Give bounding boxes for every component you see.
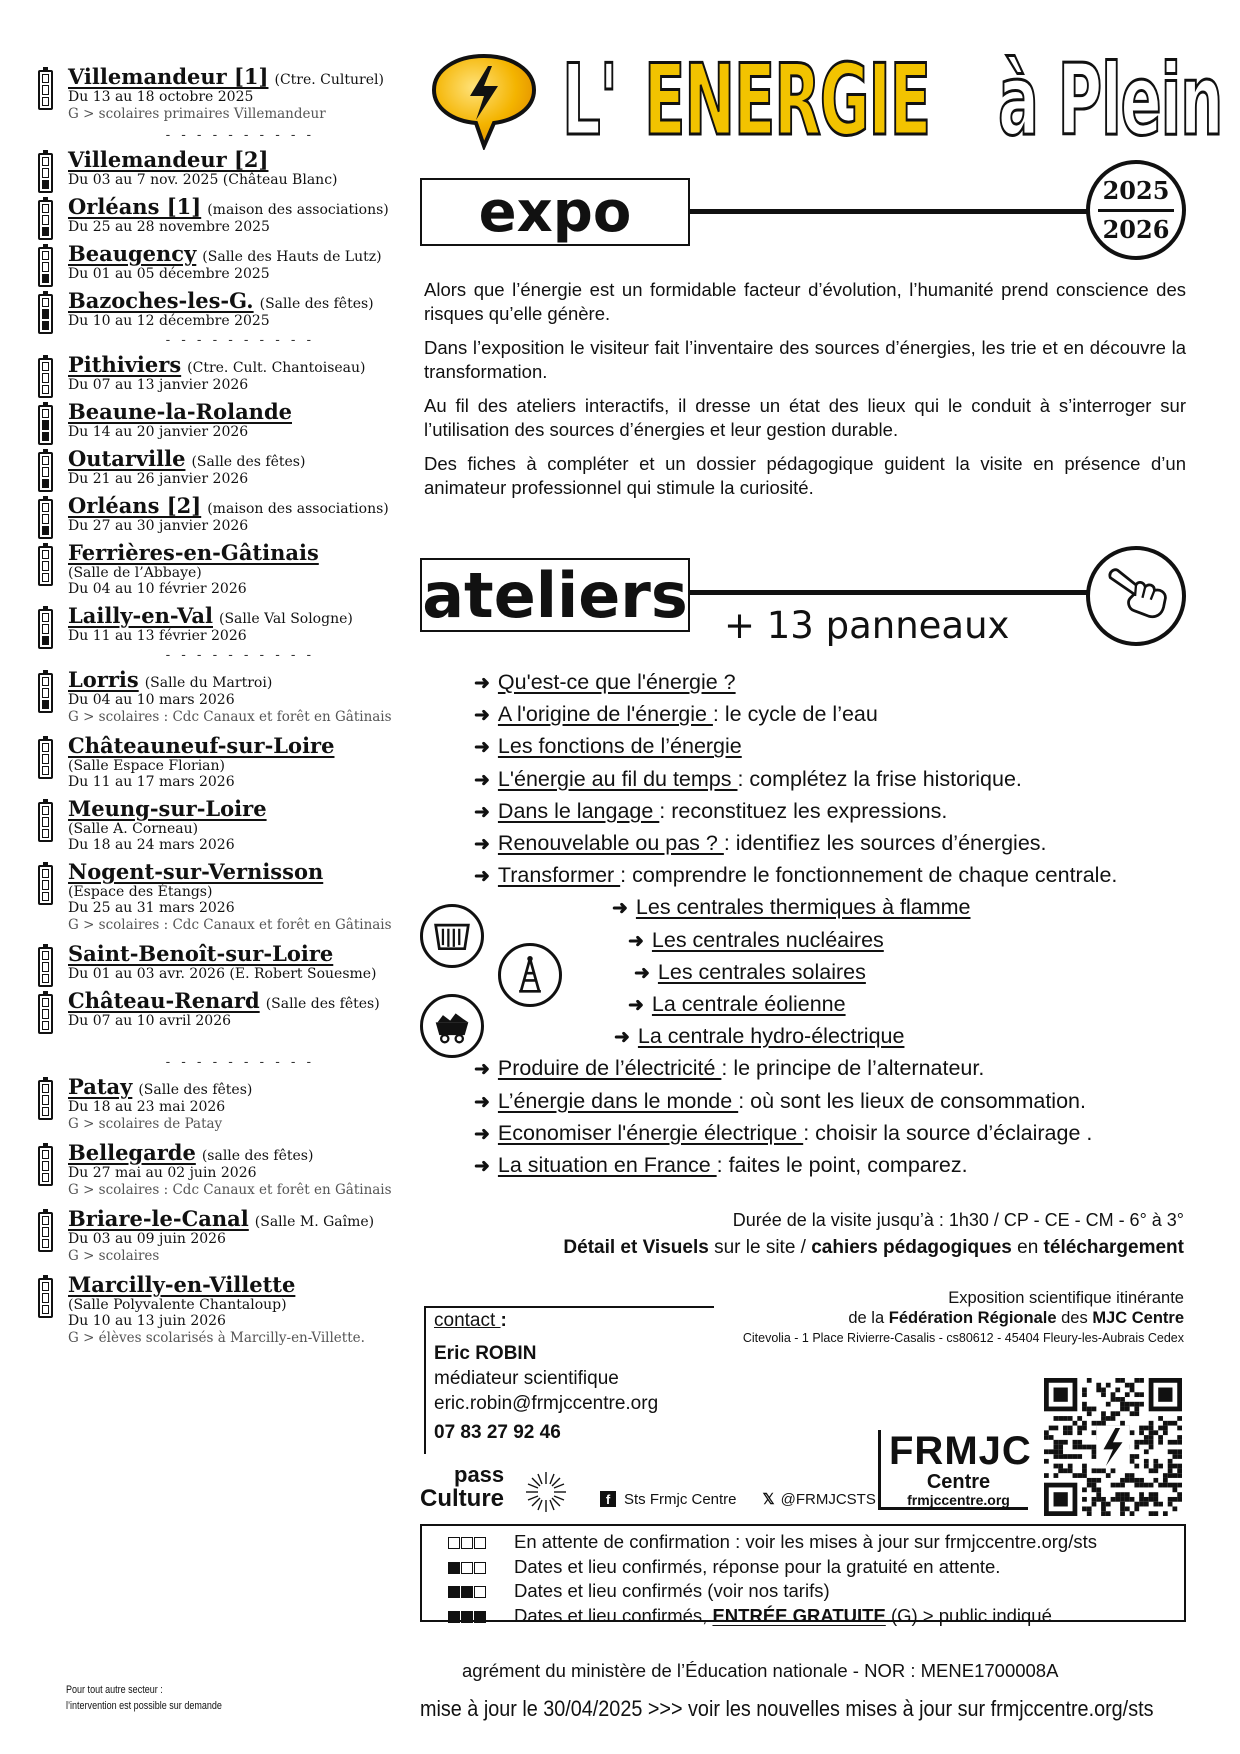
school-note: G > scolaires [68, 1248, 160, 1264]
workshop-item [474, 767, 1022, 792]
frmjc-logo: FRMJC Centre frmjccentre.org [878, 1430, 1028, 1510]
free-entry-label: ENTRÉE GRATUITE [712, 1604, 886, 1626]
battery-status-icon [38, 1080, 53, 1120]
schedule-stop [36, 941, 396, 982]
battery-status-icon [38, 247, 53, 287]
venue: (maison des associations) [207, 501, 389, 517]
lightning-bubble-icon [428, 50, 540, 150]
workshop-item [634, 960, 866, 985]
x-icon: 𝕏 [762, 1491, 775, 1508]
status-legend [420, 1524, 1186, 1626]
battery-status-icon [448, 1579, 514, 1604]
dates: Du 10 au 13 juin 2026 [68, 1313, 226, 1329]
arrow-right-icon: ➜ [474, 1091, 490, 1113]
dates: Du 13 au 18 octobre 2025 [68, 89, 254, 105]
arrow-right-icon: ➜ [628, 995, 644, 1016]
arrow-right-icon: ➜ [474, 1123, 490, 1145]
workshop-title: La centrale éolienne [651, 992, 846, 1016]
intro-text [424, 278, 1186, 510]
schedule-stop [36, 64, 396, 124]
schedule-stop [36, 603, 396, 644]
workshop-item [628, 928, 884, 953]
organizer-address: Citevolia - 1 Place Rivierre-Casalis - cs80612 - 45404 Fleury-les-Aubrais Cedex [742, 1331, 1184, 1345]
dates: Du 21 au 26 janvier 2026 [68, 471, 249, 487]
ateliers-heading: ateliers [420, 558, 690, 632]
year-badge [1086, 160, 1186, 260]
arrow-right-icon: ➜ [634, 962, 650, 984]
workshop-item [474, 1056, 984, 1081]
legend-row [448, 1579, 1158, 1604]
battery-status-icon [38, 546, 53, 586]
town-name: Villemandeur [2] [68, 147, 269, 172]
organizer-block: Exposition scientifique itinérante de la Fédération Régionale des MJC Centre Citevolia - 1 Place Rivierre-Casalis - cs80612 - 45404 Fleury-les-Aubrais Cedex [743, 1288, 1184, 1348]
workshop-title: A l'origine de l'énergie [497, 702, 713, 727]
workshop-item [474, 1153, 968, 1178]
workshop-item [474, 1121, 1092, 1146]
schedule-stop [36, 733, 396, 790]
dates: Du 11 au 17 mars 2026 [68, 774, 235, 790]
venue: (Salle Val Sologne) [219, 611, 353, 627]
dates: Du 27 mai au 02 juin 2026 [68, 1165, 257, 1181]
facebook-link[interactable]: f Sts Frmjc Centre [600, 1491, 737, 1508]
workshop-item [474, 734, 742, 759]
dates: Du 07 au 10 avril 2026 [68, 1013, 232, 1029]
battery-status-icon [38, 358, 53, 398]
arrow-right-icon: ➜ [474, 801, 490, 823]
legend-row [448, 1530, 1158, 1555]
dates: Du 25 au 31 mars 2026 [68, 900, 235, 916]
arrow-right-icon: ➜ [474, 866, 490, 888]
workshop-desc: : le principe de l’alternateur. [721, 1056, 985, 1081]
dates: Du 25 au 28 novembre 2025 [68, 219, 270, 235]
venue: (Salle des fêtes) [191, 454, 306, 470]
intro-paragraph: Alors que l’énergie est un formidable facteur d’évolution, l’humanité prend conscience des risques qu’elle génère. [424, 279, 1186, 324]
dates: Du 01 au 03 avr. 2026 (E. Robert Souesme) [68, 966, 377, 982]
workshop-title: Transformer [497, 863, 621, 888]
battery-status-icon [38, 739, 53, 779]
workshop-title: Les centrales solaires [657, 959, 866, 984]
school-note: G > scolaires : Cdc Canaux et forêt en Gâtinais [68, 709, 392, 725]
contact-role: médiateur scientifique [434, 1368, 619, 1389]
venue: (Salle du Martroi) [144, 675, 273, 691]
workshop-item [628, 992, 846, 1017]
separator: - - - - - - - - - - [164, 333, 313, 348]
schedule-stop [36, 1272, 396, 1348]
workshop-desc: : le cycle de l’eau [712, 702, 878, 727]
dates: Du 10 au 12 décembre 2025 [68, 313, 270, 329]
venue: (salle des fêtes) [201, 1148, 314, 1164]
venue: (Salle Polyvalente Chantaloup) [68, 1297, 287, 1313]
workshop-item [474, 863, 1117, 888]
schedule-stop [36, 147, 396, 188]
schedule-stop [36, 1074, 396, 1134]
schedule-stop [36, 1206, 396, 1266]
battery-status-icon [38, 673, 53, 713]
workshop-item [474, 1089, 1086, 1114]
venue: (Salle M. Gaîme) [254, 1214, 375, 1230]
battery-status-icon [38, 452, 53, 492]
workshop-title: Renouvelable ou pas ? [497, 831, 724, 855]
town-name: Nogent-sur-Vernisson [68, 859, 324, 884]
venue: (Salle A. Corneau) [68, 821, 199, 837]
school-note: G > scolaires de Patay [68, 1116, 223, 1132]
schedule-stop [36, 667, 396, 727]
workshop-title: Les centrales nucléaires [651, 927, 884, 952]
schedule-list [36, 64, 396, 1354]
town-name: Beaugency [68, 241, 197, 266]
arrow-right-icon: ➜ [612, 898, 628, 920]
workshop-desc: : comprendre le fonctionnement de chaque centrale. [620, 863, 1118, 888]
arrow-right-icon: ➜ [474, 1156, 490, 1177]
town-name: Patay [68, 1074, 133, 1099]
social-links [600, 1490, 876, 1508]
workshop-title: La situation en France [497, 1153, 717, 1177]
workshop-desc: : identifiez les sources d’énergies. [723, 831, 1047, 855]
battery-status-icon [38, 153, 53, 193]
battery-status-icon [38, 200, 53, 240]
workshop-title: Economiser l'énergie électrique [497, 1120, 804, 1145]
workshop-title: Qu'est-ce que l'énergie ? [497, 670, 736, 694]
contact-email[interactable]: eric.robin@frmjccentre.org [434, 1393, 659, 1414]
battery-status-icon [38, 1212, 53, 1252]
title-energie: ENERGIE [644, 44, 931, 158]
visit-duration: Durée de la visite jusqu’à : 1h30 / CP - CE - CM - 6° à 3° [732, 1210, 1184, 1230]
workshop-desc: : complétez la frise historique. [737, 766, 1022, 791]
legend-text: Dates et lieu confirmés, réponse pour la gratuité en attente. [514, 1555, 1001, 1577]
year-divider [1098, 209, 1174, 212]
arrow-right-icon: ➜ [474, 705, 490, 727]
workshop-title: L’énergie dans le monde [497, 1088, 739, 1113]
town-name: Châteauneuf-sur-Loire [68, 733, 335, 758]
venue: (Ctre. Culturel) [274, 72, 384, 88]
schedule-stop [36, 796, 396, 853]
town-name: Bazoches-les-G. [68, 288, 254, 313]
dates: Du 18 au 24 mars 2026 [68, 837, 235, 853]
dates: Du 01 au 05 décembre 2025 [68, 266, 270, 282]
title-prefix: L' [562, 44, 617, 158]
workshop-item [474, 702, 878, 727]
workshop-desc: : faites le point, comparez. [716, 1153, 968, 1177]
year-start: 2025 [1102, 175, 1170, 205]
schedule-stop [36, 859, 396, 935]
venue: (Salle Espace Florian) [68, 758, 225, 774]
venue: (Salle des fêtes) [259, 296, 374, 312]
legend-text: Dates et lieu confirmés (voir nos tarifs) [514, 1580, 830, 1601]
separator: - - - - - - - - - - [164, 648, 313, 663]
workshop-desc: : où sont les lieux de consommation. [738, 1088, 1086, 1113]
battery-status-icon [38, 865, 53, 905]
dates: Du 07 au 13 janvier 2026 [68, 377, 249, 393]
other-sector-note: Pour tout autre secteur : l’intervention est possible sur demande [66, 1684, 222, 1712]
expo-heading: expo [420, 178, 690, 246]
town-name: Lailly-en-Val [68, 603, 213, 628]
x-link[interactable]: 𝕏 @FRMJCSTS [762, 1491, 876, 1508]
schedule-stop [36, 241, 396, 282]
dates: Du 11 au 13 février 2026 [68, 628, 247, 644]
intro-paragraph: Des fiches à compléter et un dossier pédagogique guident la visite en présence d’un animateur professionnel qui stimule la curiosité. [424, 453, 1186, 498]
separator: - - - - - - - - - - [164, 1055, 313, 1070]
town-name: Beaune-la-Rolande [68, 399, 292, 424]
workshop-title: Dans le langage [497, 798, 660, 823]
contact-name: Eric ROBIN [434, 1343, 537, 1364]
battery-status-icon [38, 994, 53, 1034]
town-name: Orléans [2] [68, 493, 202, 518]
schedule-stop [36, 288, 396, 329]
workshop-desc: : choisir la source d’éclairage . [803, 1120, 1093, 1145]
arrow-right-icon: ➜ [474, 1059, 490, 1081]
schedule-stop [36, 446, 396, 487]
battery-status-icon [38, 802, 53, 842]
town-name: Orléans [1] [68, 194, 202, 219]
workshop-title: La centrale hydro-électrique [637, 1024, 905, 1049]
battery-status-icon [38, 405, 53, 445]
school-note: G > élèves scolarisés à Marcilly-en-Villette. [68, 1330, 365, 1346]
school-note: G > scolaires primaires Villemandeur [68, 106, 326, 122]
update-note: mise à jour le 30/04/2025 >>> voir les nouvelles mises à jour sur frmjccentre.org/sts [420, 1696, 1154, 1721]
venue: (Salle des fêtes) [265, 996, 380, 1012]
battery-status-icon [38, 294, 53, 334]
workshop-title: Les centrales thermiques à flamme [635, 895, 971, 920]
arrow-right-icon: ➜ [628, 930, 644, 952]
schedule-stop [36, 493, 396, 534]
schedule-stop [36, 988, 396, 1029]
page-title [562, 40, 1222, 158]
facebook-icon: f [600, 1491, 616, 1507]
pointing-hand-icon [1086, 546, 1186, 646]
ministry-approval: agrément du ministère de l’Éducation nationale - NOR : MENE1700008A [462, 1660, 1059, 1681]
arrow-right-icon: ➜ [614, 1027, 630, 1049]
dates: Du 04 au 10 mars 2026 [68, 692, 235, 708]
town-name: Château-Renard [68, 988, 260, 1013]
schedule-stop [36, 399, 396, 440]
venue: (maison des associations) [207, 202, 389, 218]
town-name: Briare-le-Canal [68, 1206, 249, 1231]
town-name: Saint-Benoît-sur-Loire [68, 941, 334, 966]
panneaux-label: + 13 panneaux [724, 604, 1010, 647]
battery-status-icon [448, 1555, 514, 1580]
battery-status-icon [38, 70, 53, 110]
battery-status-icon [448, 1530, 514, 1555]
coal-cart-icon [420, 994, 484, 1058]
contact-label: contact [434, 1310, 501, 1331]
workshop-title: Les fonctions de l’énergie [497, 734, 742, 759]
arrow-right-icon: ➜ [474, 673, 490, 694]
schedule-stop [36, 1140, 396, 1200]
battery-status-icon [448, 1604, 514, 1629]
visit-details: Détail et Visuels sur le site / cahiers pédagogiques en téléchargement [563, 1237, 1184, 1258]
arrow-right-icon: ➜ [474, 737, 490, 759]
intro-paragraph: Au fil des ateliers interactifs, il dresse un état des lieux qui le conduit à s’interroger sur l’utilisation des sources d’énergies et leur gestion durable. [424, 395, 1186, 440]
town-name: Marcilly-en-Villette [68, 1272, 296, 1297]
battery-status-icon [38, 1278, 53, 1318]
schedule-stop [36, 540, 396, 597]
schedule-stop [36, 352, 396, 393]
venue: (Ctre. Cult. Chantoiseau) [187, 360, 366, 376]
battery-status-icon [38, 499, 53, 539]
workshop-item [614, 1024, 904, 1049]
ateliers-divider [690, 590, 1090, 595]
venue: (Salle des Hauts de Lutz) [202, 249, 382, 265]
school-note: G > scolaires : Cdc Canaux et forêt en Gâtinais [68, 1182, 392, 1198]
pass-culture-logo: pass Culture [420, 1464, 570, 1516]
town-name: Meung-sur-Loire [68, 796, 267, 821]
workshop-item [612, 895, 971, 920]
venue: (Salle de l’Abbaye) [68, 565, 202, 581]
venue: (Salle des fêtes) [138, 1082, 253, 1098]
intro-paragraph: Dans l’exposition le visiteur fait l’inventaire des sources d’énergies, les trie et en découvre la transformation. [424, 337, 1186, 382]
town-name: Villemandeur [1] [68, 64, 269, 89]
schedule-stop [36, 194, 396, 235]
workshop-desc: : reconstituez les expressions. [659, 798, 948, 823]
battery-status-icon [38, 947, 53, 987]
town-name: Outarville [68, 446, 186, 471]
contact-block: contact : Eric ROBIN médiateur scientifique eric.robin@frmjccentre.org 07 83 27 92 46 [424, 1306, 714, 1454]
legend-row [448, 1555, 1158, 1580]
legend-row [448, 1604, 1158, 1629]
legend-text: En attente de confirmation : voir les mises à jour sur frmjccentre.org/sts [514, 1531, 1097, 1552]
workshop-item [474, 831, 1047, 856]
dam-icon [420, 904, 484, 968]
workshop-item [474, 799, 947, 824]
battery-status-icon [38, 609, 53, 649]
arrow-right-icon: ➜ [474, 834, 490, 855]
dates: Du 18 au 23 mai 2026 [68, 1099, 226, 1115]
contact-phone[interactable]: 07 83 27 92 46 [434, 1422, 561, 1443]
sunburst-icon [524, 1470, 568, 1514]
oil-derrick-icon [498, 943, 562, 1007]
battery-status-icon [38, 1146, 53, 1186]
year-end: 2026 [1102, 214, 1170, 244]
qr-code[interactable] [1044, 1378, 1182, 1516]
title-suffix: à Plein [997, 44, 1222, 158]
town-name: Lorris [68, 667, 139, 692]
dates: Du 04 au 10 février 2026 [68, 581, 247, 597]
dates: Du 03 au 09 juin 2026 [68, 1231, 226, 1247]
separator: - - - - - - - - - - [164, 128, 313, 143]
dates: Du 03 au 7 nov. 2025 (Château Blanc) [68, 172, 338, 188]
arrow-right-icon: ➜ [474, 769, 490, 791]
town-name: Bellegarde [68, 1140, 196, 1165]
workshop-title: L'énergie au fil du temps [497, 766, 738, 791]
town-name: Pithiviers [68, 352, 182, 377]
dates: Du 27 au 30 janvier 2026 [68, 518, 249, 534]
venue: (Espace des Étangs) [68, 884, 213, 900]
workshop-item [474, 670, 736, 695]
dates: Du 14 au 20 janvier 2026 [68, 424, 249, 440]
expo-divider [690, 209, 1090, 214]
school-note: G > scolaires : Cdc Canaux et forêt en Gâtinais [68, 917, 392, 933]
legend-text: (G) > public indiqué [885, 1604, 1052, 1626]
town-name: Ferrières-en-Gâtinais [68, 540, 319, 565]
legend-text: Dates et lieu confirmés, [514, 1604, 713, 1626]
workshop-title: Produire de l’électricité [497, 1056, 722, 1081]
